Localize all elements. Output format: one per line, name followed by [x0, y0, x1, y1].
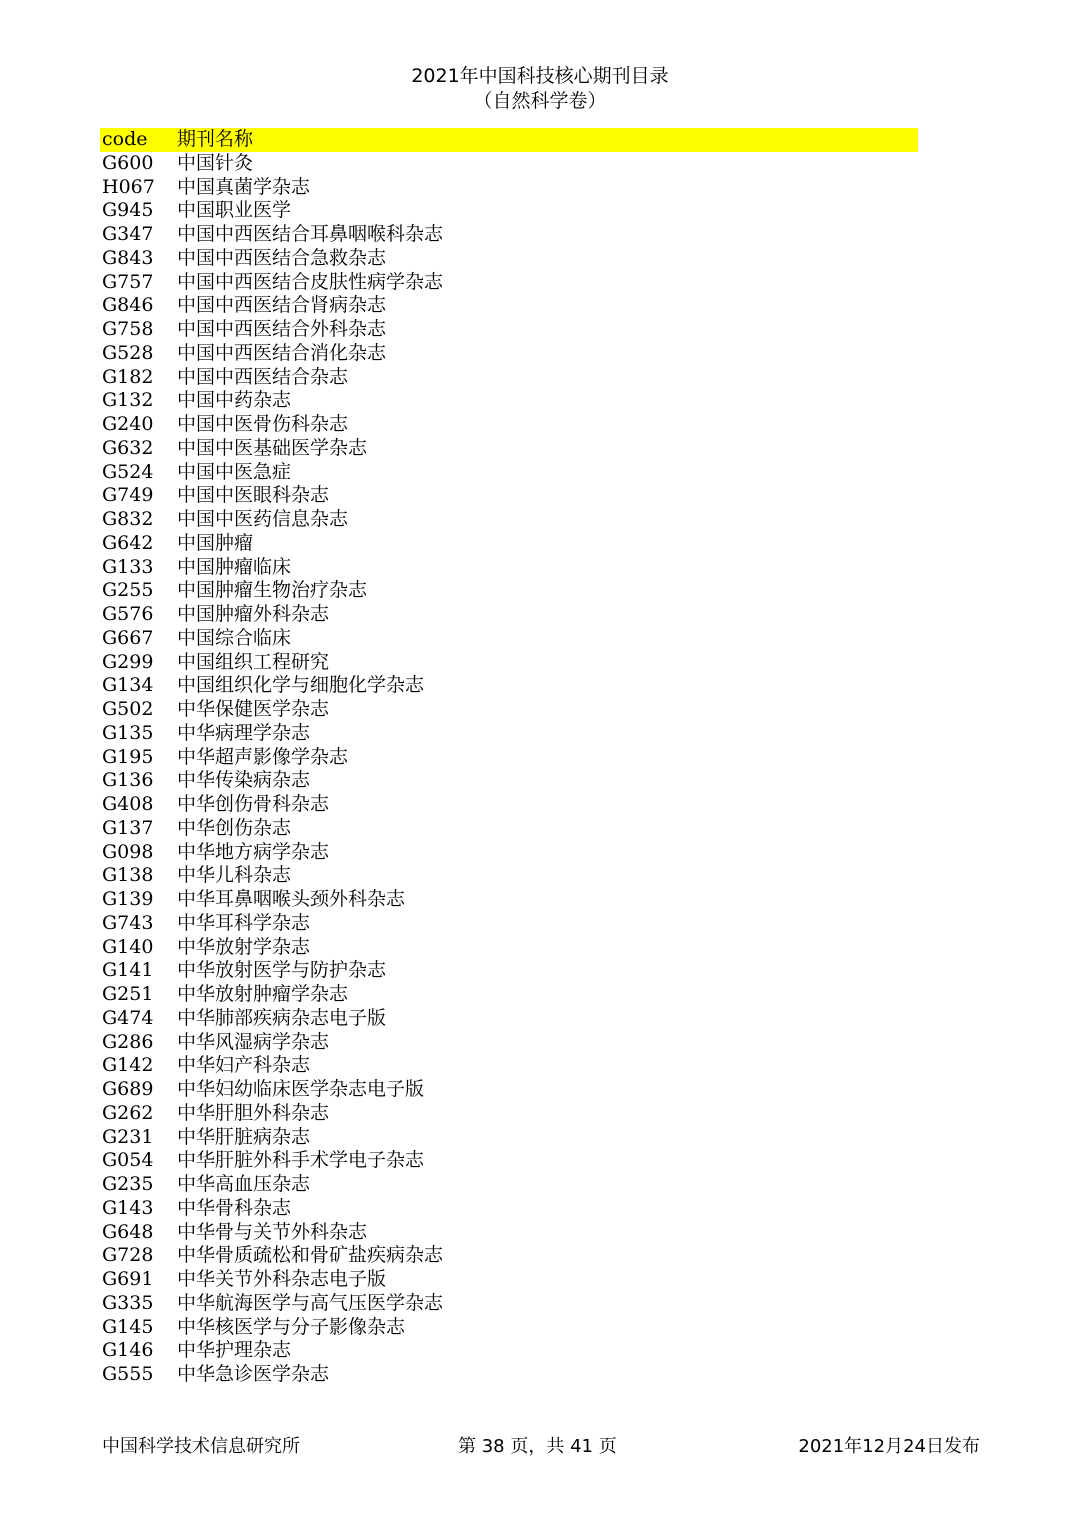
- journal-name: 中华创伤杂志: [177, 816, 292, 839]
- table-row: [100, 674, 918, 698]
- journal-name: 中国中西医结合杂志: [177, 365, 349, 388]
- journal-name: 中华肝脏外科手术学电子杂志: [177, 1149, 425, 1172]
- table-row: [100, 603, 918, 627]
- journal-name: 中国中西医结合急救杂志: [177, 246, 387, 269]
- journal-code: G133: [102, 555, 154, 578]
- journal-code: G758: [102, 318, 154, 340]
- journal-name: 中国中药杂志: [177, 389, 292, 412]
- journal-code: G347: [102, 223, 154, 245]
- journal-code: G240: [102, 413, 154, 435]
- title-main: 2021年中国科技核心期刊目录: [411, 65, 669, 87]
- journal-code: G098: [102, 840, 154, 863]
- table-row: [100, 841, 918, 865]
- journal-code: G408: [102, 793, 154, 815]
- journal-name: 中国中医眼科杂志: [177, 484, 330, 507]
- journal-name: 中国中医基础医学杂志: [177, 436, 368, 459]
- table-row: [100, 342, 918, 366]
- journal-name: 中华地方病学杂志: [177, 840, 330, 863]
- table-row: [100, 508, 918, 532]
- table-header-row: [100, 128, 918, 152]
- table-row: [100, 152, 918, 176]
- journal-code: G691: [102, 1268, 154, 1290]
- journal-name: 中华放射学杂志: [177, 935, 311, 958]
- journal-code: G524: [102, 460, 154, 483]
- footer-publisher: 中国科学技术信息研究所: [102, 1436, 300, 1457]
- journal-code: G832: [102, 508, 154, 530]
- journal-code: G137: [102, 816, 154, 839]
- journal-name: 中国中西医结合耳鼻咽喉科杂志: [177, 223, 444, 245]
- journal-code: G335: [102, 1291, 154, 1314]
- table-row: [100, 1126, 918, 1150]
- table-row: [100, 959, 918, 983]
- journal-name: 中国综合临床: [177, 626, 292, 649]
- journal-name: 中华耳鼻咽喉头颈外科杂志: [177, 888, 406, 910]
- table-row: [100, 746, 918, 770]
- table-row: [100, 1221, 918, 1245]
- journal-name: 中华骨与关节外科杂志: [177, 1220, 368, 1243]
- journal-name: 中华耳科学杂志: [177, 911, 311, 934]
- journal-name: 中华病理学杂志: [177, 721, 311, 744]
- journal-code: G146: [102, 1339, 154, 1362]
- journal-name: 中国肿瘤生物治疗杂志: [177, 579, 368, 602]
- table-row: [100, 793, 918, 817]
- journal-code: G235: [102, 1173, 154, 1195]
- journal-code: G502: [102, 698, 154, 720]
- journal-code: G138: [102, 864, 154, 887]
- journal-code: G262: [102, 1101, 154, 1124]
- journal-name: 中华肝脏病杂志: [177, 1125, 311, 1148]
- table-row: [100, 722, 918, 746]
- journal-code: G231: [102, 1125, 154, 1148]
- table-row: [100, 318, 918, 342]
- journal-code: G195: [102, 745, 154, 768]
- table-row: [100, 1292, 918, 1316]
- journal-name: 中华放射医学与防护杂志: [177, 959, 387, 982]
- table-row: [100, 199, 918, 223]
- table-row: [100, 651, 918, 675]
- journal-name: 中华传染病杂志: [177, 769, 311, 792]
- journal-code: G632: [102, 436, 154, 459]
- journal-code: G134: [102, 674, 154, 697]
- journal-code: G286: [102, 1030, 154, 1053]
- table-row: [100, 1339, 918, 1363]
- table-row: [100, 1078, 918, 1102]
- table-row: [100, 413, 918, 437]
- journal-name: 中华骨科杂志: [177, 1196, 292, 1219]
- journal-name: 中国中医急症: [177, 460, 292, 483]
- table-row: [100, 1244, 918, 1268]
- table-row: [100, 1197, 918, 1221]
- journal-name: 中国针灸: [177, 151, 254, 174]
- journal-name: 中华急诊医学杂志: [177, 1363, 330, 1385]
- journal-code: G648: [102, 1220, 154, 1243]
- table-row: [100, 223, 918, 247]
- journal-name: 中华骨质疏松和骨矿盐疾病杂志: [177, 1244, 444, 1267]
- journal-code: H067: [102, 175, 155, 198]
- journal-code: G555: [102, 1363, 154, 1385]
- journal-name: 中华关节外科杂志电子版: [177, 1268, 387, 1290]
- journal-name: 中华儿科杂志: [177, 864, 292, 887]
- journal-code: G743: [102, 911, 154, 934]
- table-row: [100, 1149, 918, 1173]
- journal-name: 中华高血压杂志: [177, 1173, 311, 1195]
- journal-name: 中国中西医结合外科杂志: [177, 318, 387, 340]
- journal-name: 中华妇幼临床医学杂志电子版: [177, 1078, 425, 1100]
- table-row: [100, 389, 918, 413]
- table-row: [100, 437, 918, 461]
- table-row: [100, 1007, 918, 1031]
- footer-release-date: 2021年12月24日发布: [798, 1436, 980, 1457]
- journal-name: 中国中西医结合消化杂志: [177, 341, 387, 364]
- table-row: [100, 461, 918, 485]
- journal-code: G945: [102, 199, 154, 222]
- journal-code: G749: [102, 484, 154, 507]
- journal-code: G140: [102, 935, 154, 958]
- journal-name: 中华航海医学与高气压医学杂志: [177, 1291, 444, 1314]
- journal-code: G528: [102, 341, 154, 364]
- journal-name: 中国肿瘤外科杂志: [177, 603, 330, 625]
- table-row: [100, 271, 918, 295]
- table-row: [100, 579, 918, 603]
- journal-name: 中国组织化学与细胞化学杂志: [177, 674, 425, 697]
- journal-code: G054: [102, 1149, 154, 1172]
- journal-code: G474: [102, 1006, 154, 1029]
- footer-page-number: 第 38 页，共 41 页: [458, 1436, 617, 1457]
- journal-code: G136: [102, 769, 154, 792]
- journal-code: G728: [102, 1244, 154, 1267]
- journal-code: G299: [102, 650, 154, 673]
- journal-name: 中华妇产科杂志: [177, 1054, 311, 1077]
- table-row: [100, 1054, 918, 1078]
- table-row: [100, 1031, 918, 1055]
- journal-table: [100, 128, 918, 1387]
- journal-code: G667: [102, 626, 154, 649]
- journal-name: 中华保健医学杂志: [177, 698, 330, 720]
- table-row: [100, 1173, 918, 1197]
- journal-code: G843: [102, 246, 154, 269]
- journal-code: G757: [102, 270, 154, 293]
- table-row: [100, 888, 918, 912]
- table-row: [100, 912, 918, 936]
- table-row: [100, 627, 918, 651]
- table-row: [100, 817, 918, 841]
- journal-name: 中华超声影像学杂志: [177, 745, 349, 768]
- journal-name: 中国真菌学杂志: [177, 175, 311, 198]
- journal-code: G135: [102, 721, 154, 744]
- journal-code: G143: [102, 1196, 154, 1219]
- journal-code: G689: [102, 1078, 154, 1100]
- table-row: [100, 983, 918, 1007]
- journal-code: G576: [102, 603, 154, 625]
- table-row: [100, 532, 918, 556]
- document-title: [0, 64, 1080, 114]
- table-row: [100, 1363, 918, 1387]
- journal-name: 中华风湿病学杂志: [177, 1030, 330, 1053]
- journal-name: 中华护理杂志: [177, 1339, 292, 1362]
- journal-name: 中华肝胆外科杂志: [177, 1101, 330, 1124]
- table-row: [100, 769, 918, 793]
- journal-code: G132: [102, 389, 154, 412]
- journal-name: 中国组织工程研究: [177, 650, 330, 673]
- table-row: [100, 176, 918, 200]
- journal-name: 中国肿瘤: [177, 531, 254, 554]
- title-subtitle: （自然科学卷）: [473, 90, 607, 112]
- table-row: [100, 484, 918, 508]
- journal-code: G251: [102, 983, 154, 1005]
- journal-code: G141: [102, 959, 154, 982]
- journal-code: G642: [102, 531, 154, 554]
- header-journal-name: 期刊名称: [177, 128, 254, 150]
- journal-name: 中国中西医结合皮肤性病学杂志: [177, 270, 444, 293]
- table-row: [100, 556, 918, 580]
- table-row: [100, 1316, 918, 1340]
- table-row: [100, 247, 918, 271]
- journal-name: 中国中医骨伤科杂志: [177, 413, 349, 435]
- journal-name: 中华创伤骨科杂志: [177, 793, 330, 815]
- journal-name: 中国中西医结合肾病杂志: [177, 294, 387, 317]
- journal-code: G255: [102, 579, 154, 602]
- journal-code: G846: [102, 294, 154, 317]
- journal-name: 中华肺部疾病杂志电子版: [177, 1006, 387, 1029]
- header-code: code: [102, 128, 148, 150]
- journal-code: G139: [102, 888, 154, 910]
- journal-name: 中华核医学与分子影像杂志: [177, 1315, 406, 1338]
- table-row: [100, 294, 918, 318]
- journal-code: G142: [102, 1054, 154, 1077]
- table-body: [100, 152, 918, 1387]
- journal-code: G145: [102, 1315, 154, 1338]
- journal-name: 中国中医药信息杂志: [177, 508, 349, 530]
- journal-code: G182: [102, 365, 154, 388]
- table-row: [100, 1102, 918, 1126]
- page-footer: [0, 1433, 1080, 1461]
- journal-code: G600: [102, 151, 154, 174]
- table-row: [100, 936, 918, 960]
- table-row: [100, 366, 918, 390]
- table-row: [100, 1268, 918, 1292]
- journal-name: 中华放射肿瘤学杂志: [177, 983, 349, 1005]
- journal-name: 中国肿瘤临床: [177, 555, 292, 578]
- table-row: [100, 864, 918, 888]
- journal-name: 中国职业医学: [177, 199, 292, 222]
- table-row: [100, 698, 918, 722]
